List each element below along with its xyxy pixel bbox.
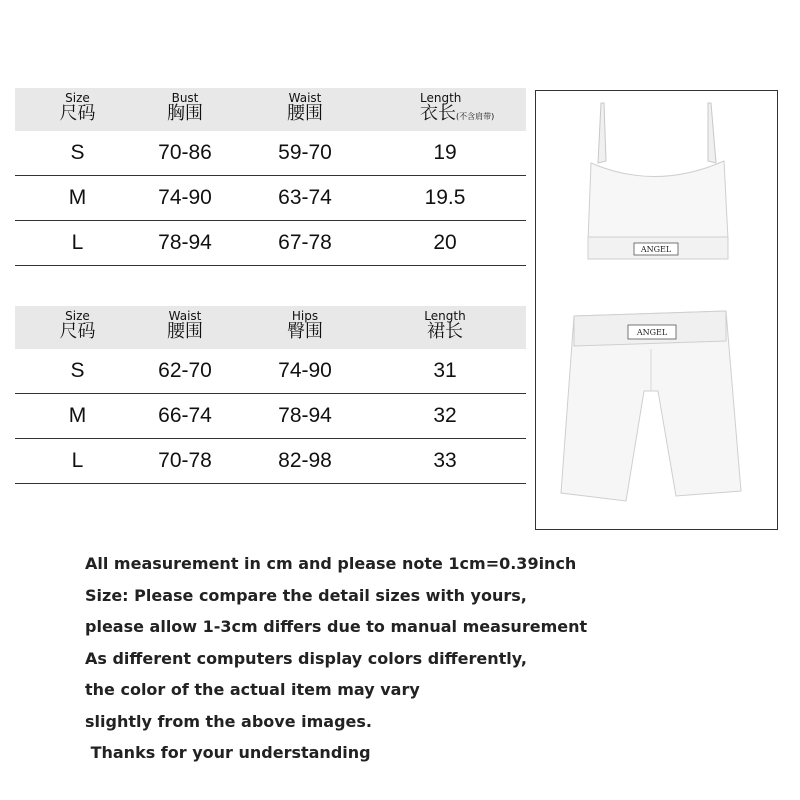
- header-waist-zh: 腰围: [287, 103, 323, 124]
- top-table-header: [15, 88, 526, 131]
- length-cell: 32: [433, 404, 457, 427]
- waist-cell: 66-74: [158, 404, 212, 427]
- shorts-brand-label: ANGEL: [636, 328, 668, 337]
- product-photo: [535, 90, 778, 530]
- size-cell: M: [68, 404, 87, 427]
- hips-cell: 78-94: [278, 404, 332, 427]
- header-hips: [265, 310, 345, 341]
- header-hips-zh: 臀围: [287, 321, 323, 342]
- length-cell: 33: [433, 449, 457, 472]
- header-size: [40, 92, 115, 123]
- header-length-en: Length: [424, 309, 466, 323]
- bottom-table-header: [15, 306, 526, 349]
- table-row: [15, 131, 526, 176]
- size-cell: S: [70, 141, 85, 164]
- header-size: [40, 310, 115, 341]
- note-line: As different computers display colors differently,: [85, 648, 527, 668]
- note-line: please allow 1-3cm differs due to manual measurement: [85, 617, 588, 636]
- note-line: the color of the actual item may vary: [85, 680, 420, 699]
- table-row: [15, 394, 526, 439]
- size-notes: [85, 548, 785, 769]
- header-size-zh: 尺码: [59, 321, 96, 342]
- length-cell: 31: [433, 359, 457, 382]
- bottom-size-table: [15, 306, 526, 484]
- bust-cell: 78-94: [158, 231, 212, 254]
- table-row: [15, 439, 526, 484]
- header-waist: [145, 310, 225, 341]
- hips-cell: 74-90: [278, 359, 332, 382]
- header-hips-en: Hips: [291, 309, 319, 323]
- header-length-en: Length: [420, 91, 462, 105]
- header-length-zh: 裙长: [427, 321, 463, 342]
- header-length-note: (不含肩带): [456, 112, 495, 121]
- waist-cell: 67-78: [278, 231, 332, 254]
- note-line: Size: Please compare the detail sizes with yours,: [85, 585, 527, 605]
- header-waist-en: Waist: [168, 309, 202, 323]
- table-row: [15, 221, 526, 266]
- hips-cell: 82-98: [278, 449, 332, 472]
- header-waist-en: Waist: [288, 91, 322, 105]
- length-cell: 19.5: [424, 186, 466, 209]
- header-size-en: Size: [65, 309, 90, 323]
- size-cell: S: [70, 359, 85, 382]
- header-length-zh: 衣长: [420, 103, 456, 124]
- note-line: Thanks for your understanding: [85, 743, 371, 762]
- header-length-zh-wrap: [420, 105, 520, 123]
- header-waist-zh: 腰围: [167, 321, 203, 342]
- header-bust-zh: 胸围: [167, 103, 203, 124]
- note-line: All measurement in cm and please note 1cm=0.39inch: [85, 554, 577, 573]
- waist-cell: 63-74: [278, 186, 332, 209]
- waist-cell: 70-78: [158, 449, 212, 472]
- header-length: [410, 92, 520, 123]
- length-cell: 19: [433, 141, 457, 164]
- size-cell: L: [71, 231, 84, 254]
- header-bust: [145, 92, 225, 123]
- header-size-en: Size: [65, 91, 90, 105]
- top-brand-label: ANGEL: [640, 245, 672, 254]
- header-waist: [265, 92, 345, 123]
- crop-top-image: [588, 103, 728, 259]
- size-cell: M: [68, 186, 87, 209]
- product-illustration: [536, 91, 779, 531]
- table-row: [15, 176, 526, 221]
- waist-cell: 62-70: [158, 359, 212, 382]
- header-bust-en: Bust: [171, 91, 199, 105]
- bust-cell: 70-86: [158, 141, 212, 164]
- note-line: slightly from the above images.: [85, 711, 372, 731]
- bust-cell: 74-90: [158, 186, 212, 209]
- header-size-zh: 尺码: [59, 103, 96, 124]
- table-row: [15, 349, 526, 394]
- top-size-table: [15, 88, 526, 266]
- waist-cell: 59-70: [278, 141, 332, 164]
- length-cell: 20: [433, 231, 457, 254]
- size-cell: L: [71, 449, 84, 472]
- header-length: [400, 310, 490, 341]
- shorts-image: [561, 311, 741, 501]
